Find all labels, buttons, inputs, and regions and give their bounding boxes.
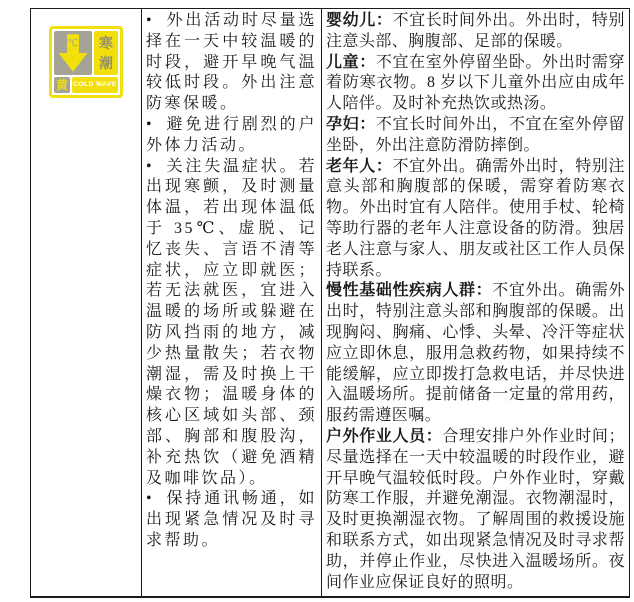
bullet-marker: • bbox=[146, 115, 155, 133]
bullet-marker: • bbox=[146, 157, 155, 175]
warning-name-box bbox=[94, 31, 118, 75]
warning-icon-cell bbox=[31, 9, 142, 596]
guideline-text: 外出活动时尽量选择在一天中较温暖的时段，避开早晚气温较低时段。外出注意防寒保暖。 bbox=[146, 12, 317, 113]
group-text: 不宜在室外停留坐卧。外出时需穿着防寒衣物。8 岁以下儿童外出应由成年人陪伴。及时补充热饮或热汤。 bbox=[326, 53, 625, 113]
group-guideline-elderly bbox=[326, 157, 625, 282]
guideline-bullet-2 bbox=[146, 115, 317, 157]
cold-wave-yellow-warning-icon bbox=[49, 26, 123, 98]
icon-bottom-row bbox=[54, 77, 118, 93]
down-arrow-icon bbox=[56, 33, 90, 73]
group-label: 老年人： bbox=[326, 157, 393, 175]
guideline-bullet-4 bbox=[146, 489, 317, 551]
group-guideline-pregnant bbox=[326, 115, 625, 157]
group-label: 儿童： bbox=[326, 53, 376, 71]
bullet-marker: • bbox=[146, 490, 155, 508]
group-guideline-infants bbox=[326, 11, 625, 53]
group-text: 合理安排户外作业时间；尽量选择在一天中较温暖的时段作业，避开早晚气温较低时段。户外作业时，穿戴防寒工作服，并避免潮湿。衣物潮湿时，及时更换潮湿衣物。了解周围的救援设施和联系方式，如出现紧急情况及时寻求帮助，并停止作业，尽快进入温暖场所。夜间作业应保证良好的照明。 bbox=[326, 427, 625, 591]
guideline-text: 保持通讯畅通，如出现紧急情况及时寻求帮助。 bbox=[146, 490, 317, 549]
guideline-text: 关注失温症状。若出现寒颤，及时测量体温，若出现体温低于 35℃、虚脱、记忆丧失、言语不清等症状，应立即就医；若无法就医，宜进入温暖的场所或躲避在防风挡雨的地方，减少热量散失；若衣物潮湿，需及时换上干燥衣物；温暖身体的核心区域如头部、颈部、胸部和腹股沟，补充热饮（避免酒精及咖啡饮品）。 bbox=[146, 157, 317, 487]
group-label: 慢性基础性疾病人群： bbox=[326, 282, 493, 300]
group-label: 婴幼儿： bbox=[326, 12, 393, 29]
bullet-marker: • bbox=[146, 12, 155, 29]
degree-symbol: ℃ bbox=[67, 38, 79, 49]
group-guideline-chronic-disease bbox=[326, 281, 625, 427]
group-text: 不宜外出。确需外出时，特别注意头部和胸腹部的保暖，需穿着防寒衣物。外出时宜有人陪伴。使用手杖、轮椅等助行器的老年人注意设备的防滑。独居老人注意与家人、朋友或社区工作人员保持联系。 bbox=[326, 157, 625, 279]
group-label: 孕妇： bbox=[326, 115, 376, 133]
warning-name-char-top: 寒 bbox=[99, 35, 113, 52]
general-guidelines-cell bbox=[142, 9, 322, 596]
warning-level-badge: 黄 bbox=[55, 78, 68, 92]
group-guideline-outdoor-workers bbox=[326, 427, 625, 593]
group-text: 不宜长时间外出。外出时，特别注意头部、胸腹部、足部的保暖。 bbox=[326, 12, 625, 50]
guideline-text: 避免进行剧烈的户外体力活动。 bbox=[146, 115, 317, 154]
guideline-bullet-3 bbox=[146, 157, 317, 490]
warning-name-char-bottom: 潮 bbox=[99, 54, 113, 71]
warning-english-label: COLD WAVE bbox=[72, 77, 118, 93]
temperature-drop-arrow-box bbox=[54, 31, 92, 75]
warning-table bbox=[30, 8, 630, 598]
group-guideline-children bbox=[326, 53, 625, 115]
group-text: 不宜外出。确需外出时，特别注意头部和胸腹部的保暖。出现胸闷、胸痛、心悸、头晕、冷汗等症状应立即休息，服用急救药物，如果持续不能缓解，应立即拨打急救电话，并尽快进入温暖场所。提前储备一定量的常用药，服药需遵医嘱。 bbox=[326, 282, 625, 425]
guideline-bullet-1 bbox=[146, 11, 317, 115]
icon-top-row bbox=[54, 31, 118, 75]
group-guidelines-cell bbox=[322, 9, 629, 596]
group-text: 不宜长时间外出，不宜在室外停留坐卧，外出注意防滑防摔倒。 bbox=[326, 115, 625, 154]
group-label: 户外作业人员： bbox=[326, 427, 443, 445]
